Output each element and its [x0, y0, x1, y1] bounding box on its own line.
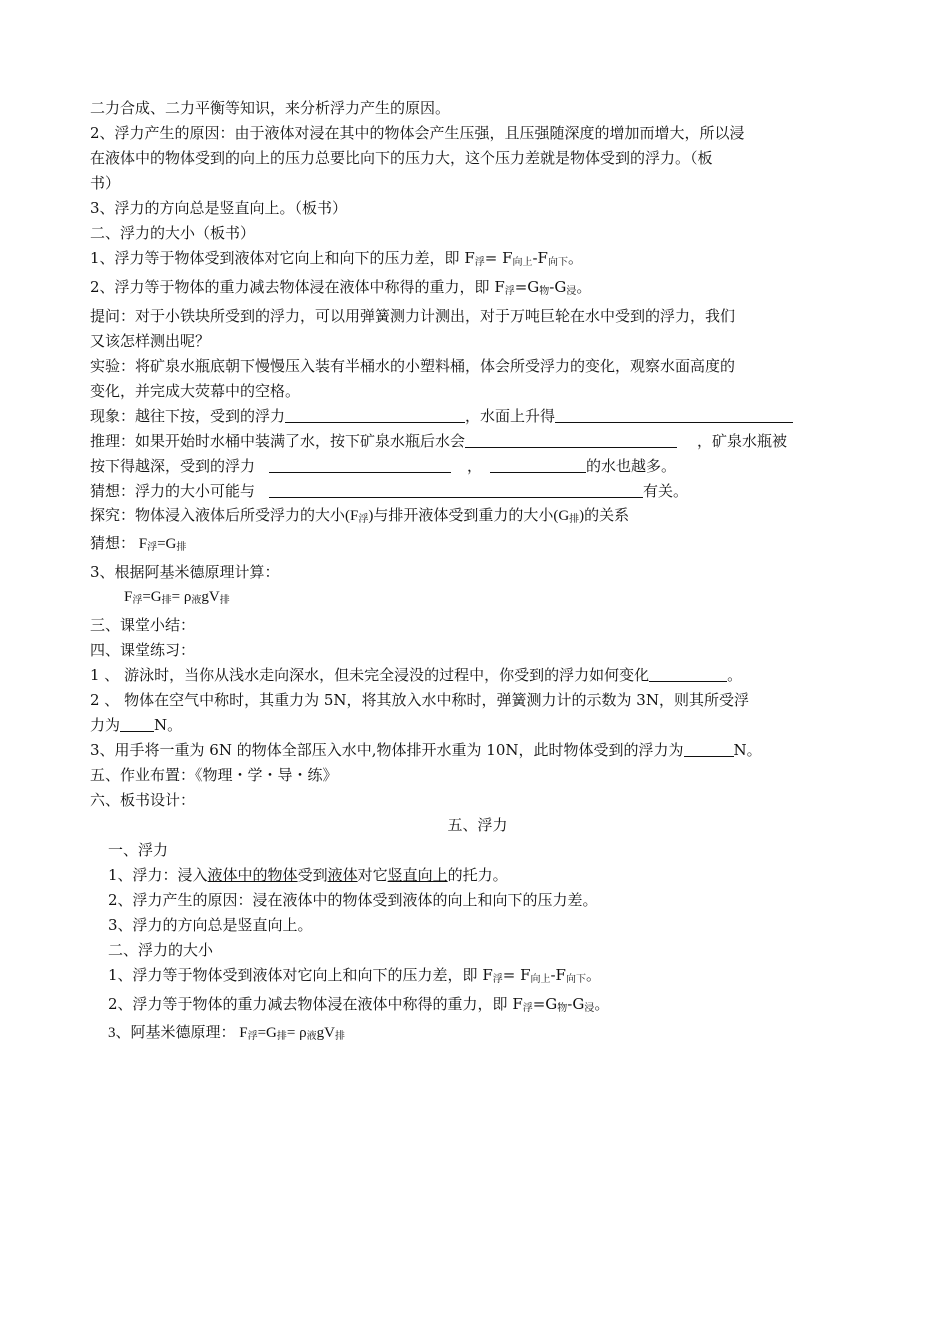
paragraph-line [90, 121, 865, 146]
board-line [90, 938, 865, 963]
subscript: 浮 [504, 286, 515, 297]
subscript: 浮 [492, 974, 503, 985]
text: 。 [576, 278, 592, 296]
subscript: 浸 [584, 1003, 595, 1014]
answer-blank[interactable] [269, 456, 451, 473]
paragraph-line [90, 688, 865, 713]
text: =G [532, 995, 558, 1013]
text: 三、课堂小结： [90, 616, 196, 634]
board-line [90, 1021, 865, 1049]
subscript: 排 [161, 595, 172, 606]
text: -F [532, 249, 548, 267]
text: 1 、 游泳时，当你从浅水走向深水，但未完全浸没的过程中，你受到的浮力如何变化 [90, 666, 650, 684]
board-line [90, 913, 865, 938]
section-heading [90, 788, 865, 813]
text: F [124, 589, 133, 605]
text: 1、浮力等于物体受到液体对它向上和向下的压力差，即 F [108, 966, 493, 984]
text: -F [550, 966, 566, 984]
text: ，矿泉水瓶被 [697, 432, 788, 450]
subscript: 排 [334, 1031, 345, 1042]
subscript: 向下 [547, 257, 568, 268]
text: 一、浮力 [108, 841, 169, 859]
paragraph-line [90, 329, 865, 354]
underlined-term: 液体 [327, 866, 358, 884]
paragraph-line [90, 354, 865, 379]
text: 二力合成、二力平衡等知识，来分析浮力产生的原因。 [90, 99, 451, 117]
text: )与排开液体受到重力的大小(G [368, 508, 570, 524]
text: = ρ [286, 1025, 307, 1041]
text: 3、浮力的方向总是竖直向上。（板书） [90, 199, 348, 217]
formula-line [90, 504, 865, 532]
text: 3、浮力的方向总是竖直向上。 [108, 916, 313, 934]
fill-blank-line [90, 738, 865, 763]
text: 。 [585, 966, 601, 984]
section-heading [90, 638, 865, 663]
text: 的水也越多。 [586, 457, 677, 475]
text: 对它 [357, 866, 388, 884]
text: -G [567, 995, 585, 1013]
subscript: 浮 [132, 595, 143, 606]
answer-blank[interactable] [120, 715, 154, 732]
text: -G [549, 278, 567, 296]
paragraph-line [90, 304, 865, 329]
text: =G [514, 278, 540, 296]
paragraph-line [90, 146, 865, 171]
text: 实验：将矿泉水瓶底朝下慢慢压入装有半桶水的小塑料桶，体会所受浮力的变化，观察水面高度的 [90, 357, 736, 375]
text: 受到 [297, 866, 328, 884]
formula-line [90, 246, 865, 275]
subscript: 浮 [147, 542, 158, 553]
text: 。 [727, 666, 743, 684]
text: 猜想： F [90, 536, 148, 552]
subscript: 液 [306, 1031, 317, 1042]
paragraph-line [90, 96, 865, 121]
fill-blank-line [90, 663, 865, 688]
text: 二、浮力的大小 [108, 941, 214, 959]
subscript: 物 [539, 286, 550, 297]
fill-blank-line [90, 454, 865, 479]
board-title [90, 813, 865, 838]
text: gV [201, 589, 220, 605]
fill-blank-line [90, 429, 865, 454]
subscript: 排 [276, 1031, 287, 1042]
text: 现象：越往下按，受到的浮力 [90, 407, 286, 425]
paragraph-line [90, 196, 865, 221]
fill-blank-line [90, 479, 865, 504]
underlined-term: 竖直向上 [387, 866, 448, 884]
board-line [90, 888, 865, 913]
underlined-term: 液体中的物体 [207, 866, 298, 884]
answer-blank[interactable] [490, 456, 586, 473]
text: 2 、 物体在空气中称时，其重力为 5N，将其放入水中称时，弹簧测力计的示数为 3N，则其所受浮 [90, 691, 749, 709]
board-line [90, 838, 865, 863]
text: 变化，并完成大荧幕中的空格。 [90, 382, 301, 400]
text: 在液体中的物体受到的向上的压力总要比向下的压力大，这个压力差就是物体受到的浮力。（板 [90, 149, 713, 167]
formula-line [90, 275, 865, 304]
formula-line [90, 532, 865, 560]
text: 五、浮力 [447, 816, 508, 834]
text: 猜想：浮力的大小可能与 [90, 482, 256, 500]
paragraph-line [90, 171, 865, 196]
text: 二、浮力的大小（板书） [90, 224, 256, 242]
text: =G [142, 589, 162, 605]
subscript: 浸 [566, 286, 577, 297]
subscript: 向上 [512, 257, 533, 268]
board-line [90, 992, 865, 1021]
text: 提问：对于小铁块所受到的浮力，可以用弹簧测力计测出，对于万吨巨轮在水中受到的浮力，我们 [90, 307, 736, 325]
fill-blank-line [90, 404, 865, 429]
board-line [90, 863, 865, 888]
text: 六、板书设计： [90, 791, 196, 809]
document-page [90, 96, 865, 1049]
text: 按下得越深，受到的浮力 [90, 457, 256, 475]
subscript: 浮 [522, 1003, 533, 1014]
subscript: 浮 [247, 1031, 258, 1042]
text: 2、浮力等于物体的重力减去物体浸在液体中称得的重力，即 F [90, 278, 505, 296]
text: 1、浮力：浸入 [108, 866, 208, 884]
text: ， [467, 457, 483, 475]
subscript: 排 [219, 595, 230, 606]
text: =G [257, 1025, 277, 1041]
text: 又该怎样测出呢？ [90, 332, 211, 350]
text: 。 [567, 249, 583, 267]
text: 力为 [90, 716, 121, 734]
text: =G [157, 536, 177, 552]
paragraph-line [90, 560, 865, 585]
text: 四、课堂练习： [90, 641, 196, 659]
text: = ρ [171, 589, 192, 605]
paragraph-line [90, 379, 865, 404]
subscript: 物 [557, 1003, 568, 1014]
text: 3、阿基米德原理： F [108, 1025, 248, 1041]
formula-line [90, 585, 865, 613]
board-line [90, 963, 865, 992]
text: 五、作业布置：《物理・学・导・练》 [90, 766, 338, 784]
text: = F [484, 249, 513, 267]
text: 书） [90, 174, 121, 192]
subscript: 向上 [530, 974, 551, 985]
subscript: 液 [191, 595, 202, 606]
subscript: 浮 [474, 257, 485, 268]
subscript: 浮 [358, 514, 369, 525]
text: N。 [733, 741, 762, 759]
text: 2、浮力产生的原因：由于液体对浸在其中的物体会产生压强，且压强随深度的增加而增大，所以浸 [90, 124, 745, 142]
text: = F [502, 966, 531, 984]
subscript: 向下 [565, 974, 586, 985]
text: 。 [594, 995, 610, 1013]
text: )的关系 [579, 508, 630, 524]
text: 2、浮力等于物体的重力减去物体浸在液体中称得的重力，即 F [108, 995, 523, 1013]
section-heading [90, 613, 865, 638]
text: 1、浮力等于物体受到液体对它向上和向下的压力差，即 F [90, 249, 475, 267]
text: 3、根据阿基米德原理计算： [90, 563, 280, 581]
text: 3、用手将一重为 6N 的物体全部压入水中,物体排开水重为 10N，此时物体受到的浮力为 [90, 741, 684, 759]
text: ，水面上升得 [465, 407, 556, 425]
answer-blank[interactable] [555, 406, 793, 423]
text: 2、浮力产生的原因：浸在液体中的物体受到液体的向上和向下的压力差。 [108, 891, 598, 909]
text: 探究：物体浸入液体后所受浮力的大小(F [90, 508, 359, 524]
subscript: 排 [176, 542, 187, 553]
answer-blank[interactable] [285, 406, 465, 423]
text: 推理：如果开始时水桶中装满了水，按下矿泉水瓶后水会 [90, 432, 466, 450]
text: N。 [154, 716, 183, 734]
section-heading [90, 221, 865, 246]
fill-blank-line [90, 713, 865, 738]
answer-blank[interactable] [649, 665, 727, 682]
text: gV [316, 1025, 335, 1041]
text: 的托力。 [447, 866, 508, 884]
answer-blank[interactable] [684, 740, 734, 757]
answer-blank[interactable] [465, 431, 677, 448]
answer-blank[interactable] [269, 481, 643, 498]
subscript: 排 [569, 514, 580, 525]
text: 有关。 [643, 482, 689, 500]
section-heading [90, 763, 865, 788]
